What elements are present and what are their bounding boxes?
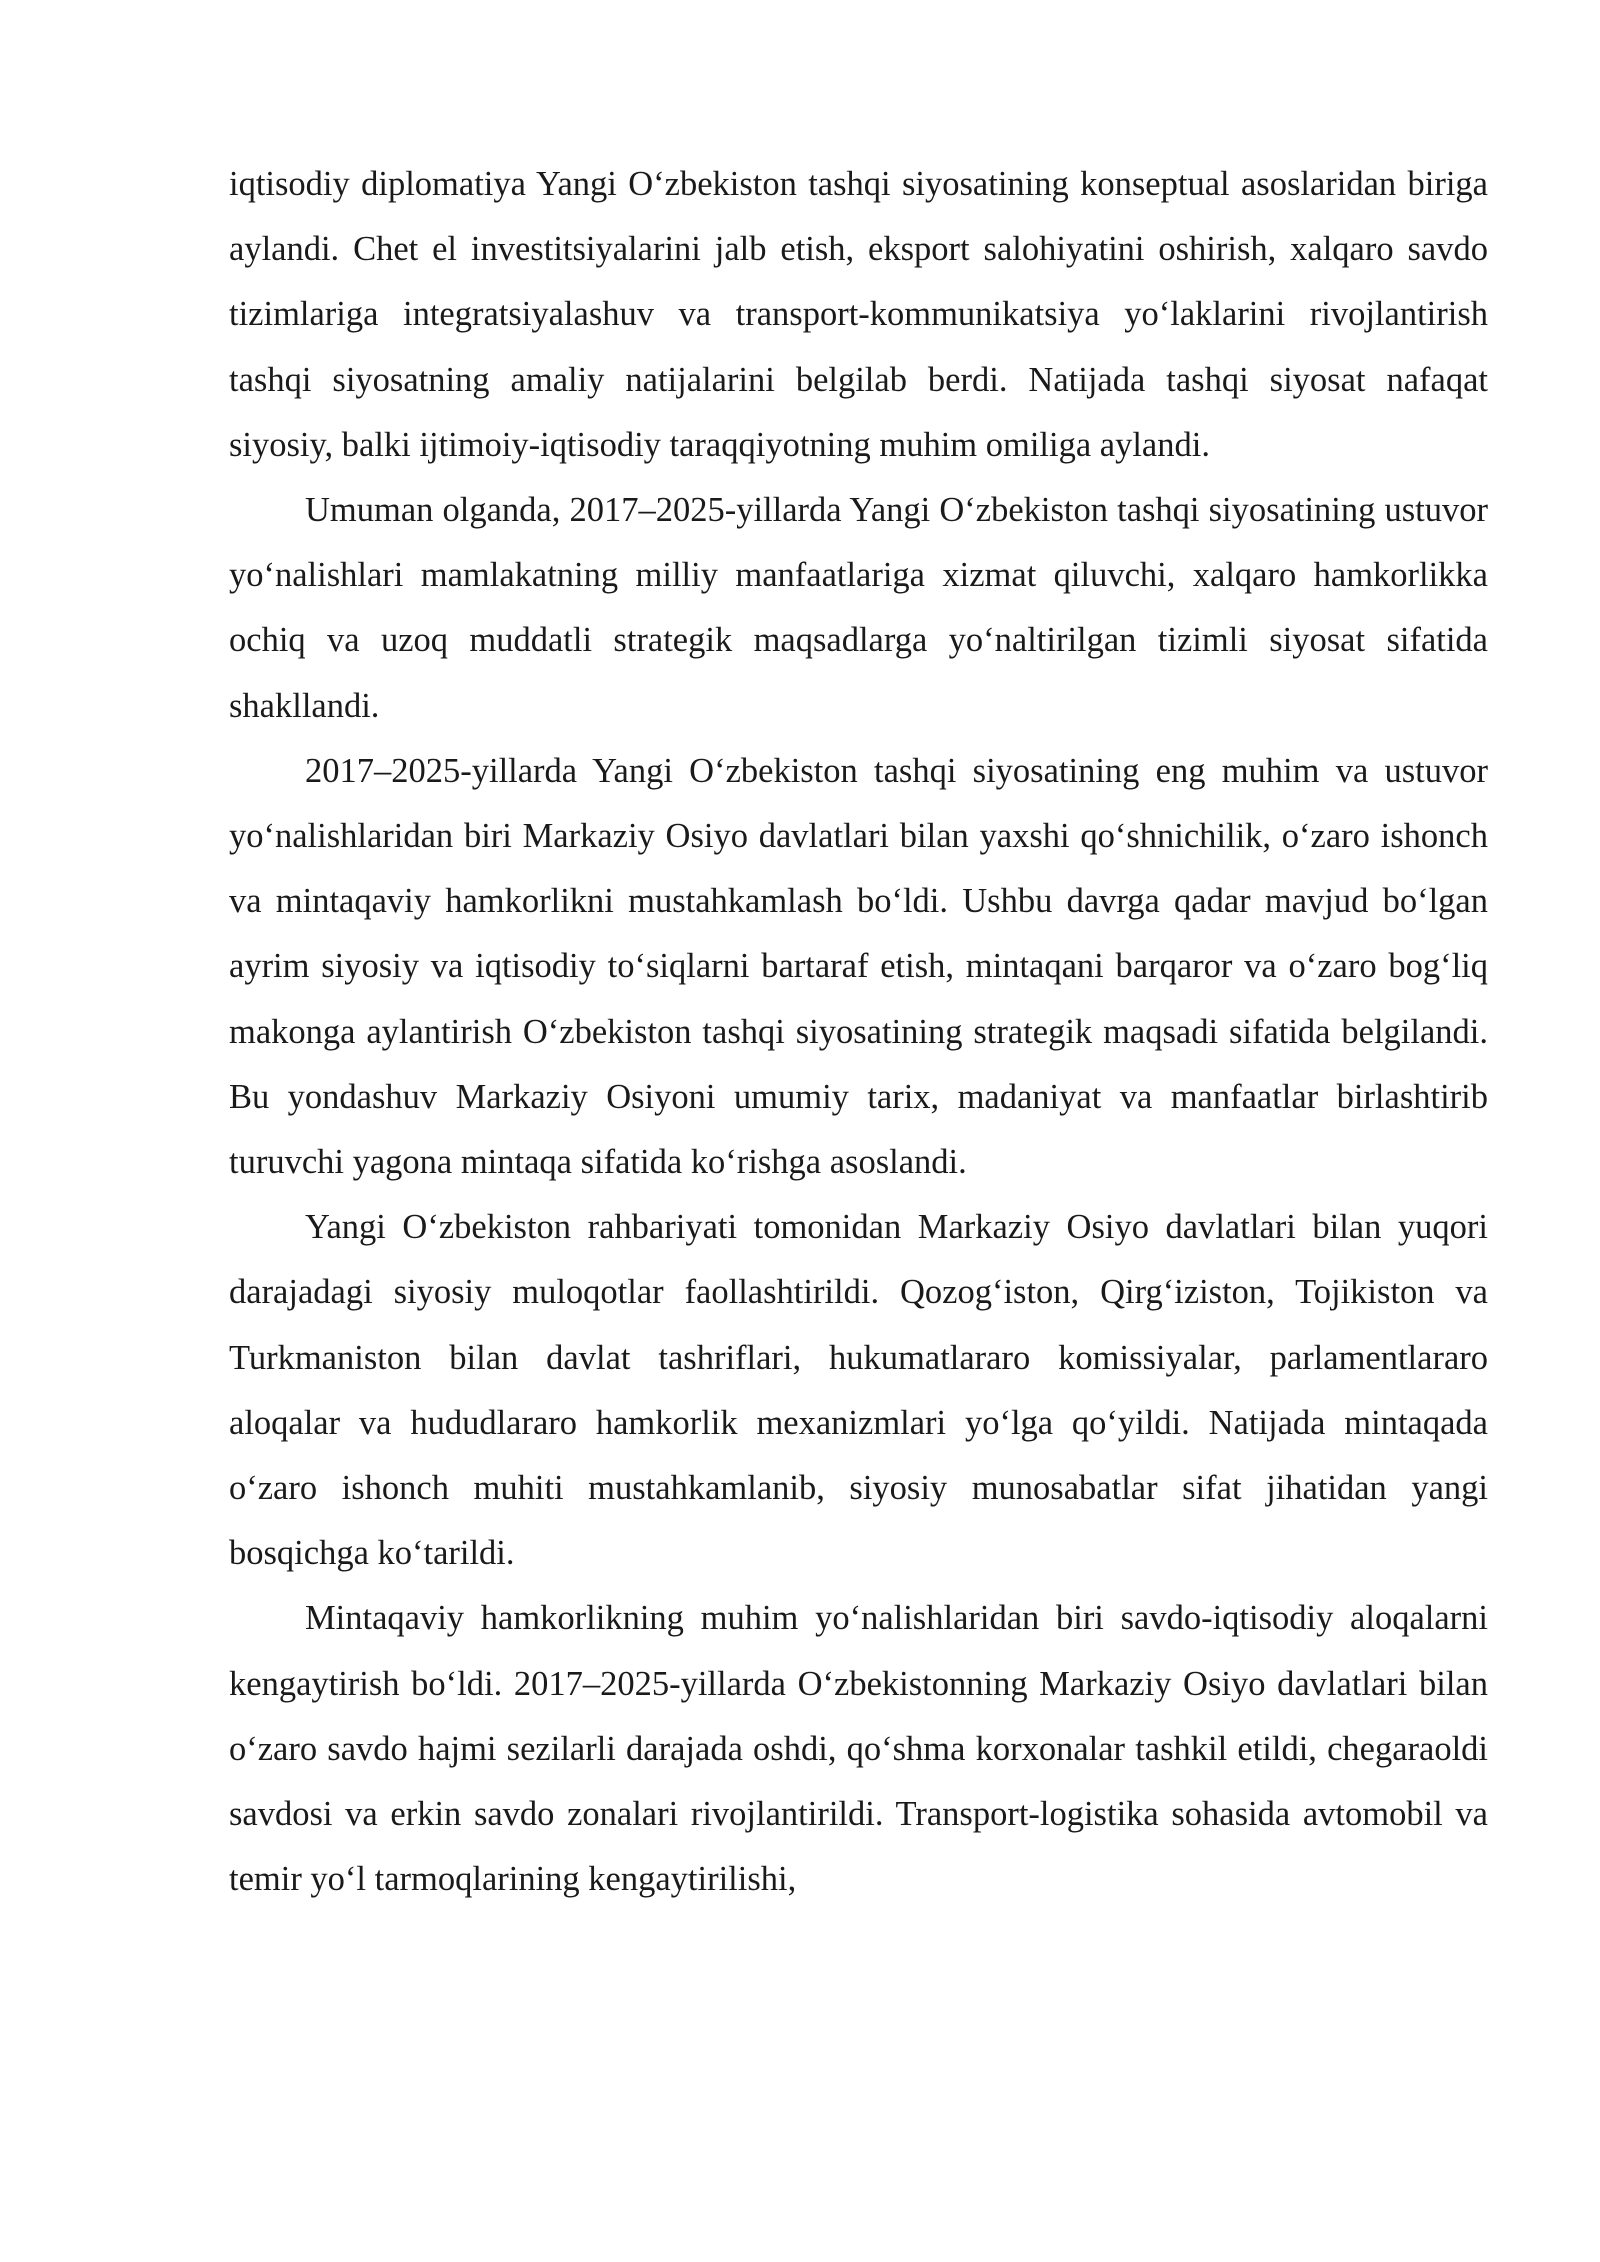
paragraph: Mintaqaviy hamkorlikning muhim yo‘nalishlaridan biri savdo-iqtisodiy aloqalarni kengaytirish bo‘ldi. 2017–2025-yillarda O‘zbekistonning Markaziy Osiyo davlatlari bilan o‘zaro savdo hajmi sezilarli darajada oshdi, qo‘shma korxonalar tashkil etildi, chegaraoldi savdosi va erkin savdo zonalari rivojlantirildi. Transport-logistika sohasida avtomobil va temir yo‘l tarmoqlarining kengaytirilishi, — [229, 1599, 1488, 1899]
paragraph: Yangi O‘zbekiston rahbariyati tomonidan Markaziy Osiyo davlatlari bilan yuqori darajadagi siyosiy muloqotlar faollashtirildi. Qozog‘iston, Qirg‘iziston, Tojikiston va Turkmaniston bilan davlat tashriflari, hukumatlararo komissiyalar, parlamentlararo aloqalar va hududlararo hamkorlik mexanizmlari yo‘lga qo‘yildi. Natijada mintaqada o‘zaro ishonch muhiti mustahkamlanib, siyosiy munosabatlar sifat jihatidan yangi bosqichga ko‘tarildi. — [229, 1208, 1488, 1573]
paragraph-continued: iqtisodiy diplomatiya Yangi O‘zbekiston tashqi siyosatining konseptual asoslaridan biriga aylandi. Chet el investitsiyalarini jalb etish, eksport salohiyatini oshirish, xalqaro savdo tizimlariga integratsiyalashuv va transport-kommunikatsiya yo‘laklarini rivojlantirish tashqi siyosatning amaliy natijalarini belgilab berdi. Natijada tashqi siyosat nafaqat siyosiy, balki ijtimoiy-iqtisodiy taraqqiyotning muhim omiliga aylandi. — [229, 165, 1488, 464]
document-body — [229, 152, 1488, 1912]
paragraph: Umuman olganda, 2017–2025-yillarda Yangi O‘zbekiston tashqi siyosatining ustuvor yo‘nalishlari mamlakatning milliy manfaatlariga xizmat qiluvchi, xalqaro hamkorlikka ochiq va uzoq muddatli strategik maqsadlarga yo‘naltirilgan tizimli siyosat sifatida shakllandi. — [229, 491, 1488, 725]
paragraph: 2017–2025-yillarda Yangi O‘zbekiston tashqi siyosatining eng muhim va ustuvor yo‘nalishlaridan biri Markaziy Osiyo davlatlari bilan yaxshi qo‘shnichilik, o‘zaro ishonch va mintaqaviy hamkorlikni mustahkamlash bo‘ldi. Ushbu davrga qadar mavjud bo‘lgan ayrim siyosiy va iqtisodiy to‘siqlarni bartaraf etish, mintaqani barqaror va o‘zaro bog‘liq makonga aylantirish O‘zbekiston tashqi siyosatining strategik maqsadi sifatida belgilandi. Bu yondashuv Markaziy Osiyoni umumiy tarix, madaniyat va manfaatlar birlashtirib turuvchi yagona mintaqa sifatida ko‘rishga asoslandi. — [229, 751, 1488, 1182]
